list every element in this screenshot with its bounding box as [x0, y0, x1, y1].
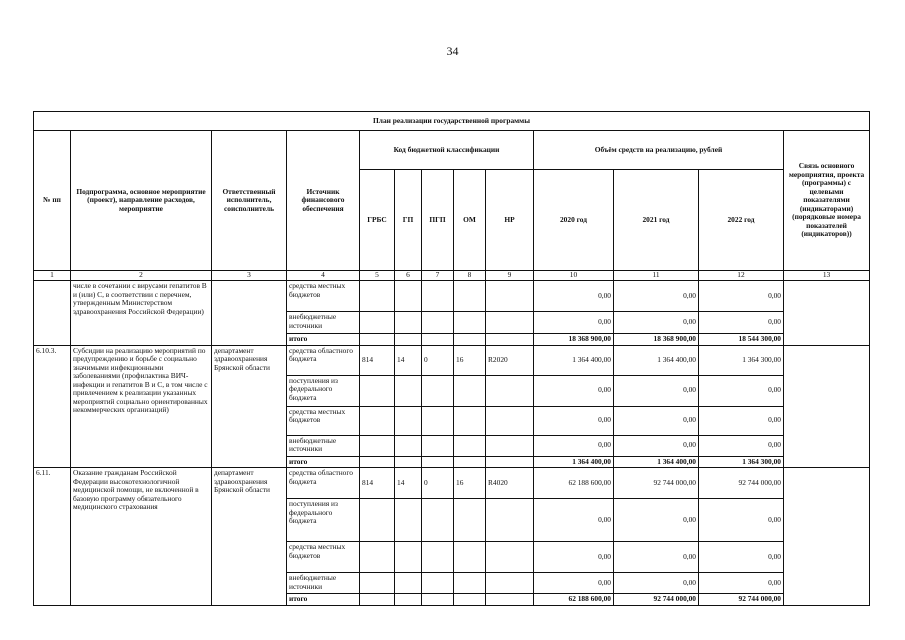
header-no: № пп — [34, 131, 71, 271]
executor-cell — [212, 281, 287, 346]
source-cell: внебюджетные источники — [287, 312, 360, 334]
total-2022: 92 744 000,00 — [699, 594, 784, 606]
col-number: 12 — [699, 271, 784, 281]
total-2022: 1 364 300,00 — [699, 456, 784, 468]
col-number: 6 — [395, 271, 422, 281]
amount-2022: 92 744 000,00 — [699, 468, 784, 499]
total-2021: 18 368 900,00 — [614, 334, 699, 346]
row-number-cell: 6.11. — [34, 468, 71, 606]
amount-2022: 1 364 300,00 — [699, 345, 784, 375]
table-title: План реализации государственной программы — [34, 112, 870, 131]
activity-name-cell: числе в сочетании с вирусами гепатитов В и (или) С, в соответствии с перечнем, утвержденным Министерством здравоохранения Российской Федерации) — [71, 281, 212, 346]
col-number: 2 — [71, 271, 212, 281]
pgp-cell: 0 — [422, 345, 454, 375]
header-gp: ГП — [395, 170, 422, 271]
amount-2021: 1 364 400,00 — [614, 345, 699, 375]
total-2021: 92 744 000,00 — [614, 594, 699, 606]
amount-2021: 0,00 — [614, 281, 699, 312]
activity-name-cell: Оказание гражданам Российской Федерации высокотехнологичной медицинской помощи, не включенной в базовую программу обязательного медицинского страхования — [71, 468, 212, 606]
amount-2021: 0,00 — [614, 406, 699, 435]
table-row — [34, 281, 870, 312]
link-cell — [784, 345, 870, 468]
table-row — [34, 468, 870, 499]
source-cell: внебюджетные источники — [287, 435, 360, 456]
col-number: 9 — [486, 271, 534, 281]
source-cell: средства областного бюджета — [287, 345, 360, 375]
table-row — [34, 345, 870, 375]
amount-2021: 0,00 — [614, 499, 699, 542]
header-grbs: ГРБС — [360, 170, 395, 271]
amount-2020: 0,00 — [534, 499, 614, 542]
source-cell: итого — [287, 334, 360, 346]
amount-2022: 0,00 — [699, 573, 784, 594]
amount-2020: 0,00 — [534, 406, 614, 435]
header-link: Связь основного мероприятия, проекта (программы) с целевыми показателями (индикаторами) (порядковые номера показателей (индикаторов)) — [784, 131, 870, 271]
link-cell — [784, 281, 870, 346]
om-cell: 16 — [454, 345, 486, 375]
executor-cell: департамент здравоохранения Брянской области — [212, 345, 287, 468]
source-cell: поступления из федерального бюджета — [287, 375, 360, 406]
source-cell: поступления из федерального бюджета — [287, 499, 360, 542]
col-number: 13 — [784, 271, 870, 281]
amount-2020: 0,00 — [534, 312, 614, 334]
amount-2021: 0,00 — [614, 375, 699, 406]
total-2022: 18 544 300,00 — [699, 334, 784, 346]
total-2020: 1 364 400,00 — [534, 456, 614, 468]
link-cell — [784, 468, 870, 606]
header-volume-group: Объём средств на реализацию, рублей — [534, 131, 784, 170]
gp-cell: 14 — [395, 345, 422, 375]
source-cell: средства местных бюджетов — [287, 281, 360, 312]
source-cell: средства областного бюджета — [287, 468, 360, 499]
nr-cell: R2020 — [486, 345, 534, 375]
gp-cell: 14 — [395, 468, 422, 499]
amount-2022: 0,00 — [699, 435, 784, 456]
amount-2021: 0,00 — [614, 573, 699, 594]
amount-2022: 0,00 — [699, 375, 784, 406]
header-name: Подпрограмма, основное мероприятие (проект), направление расходов, мероприятие — [71, 131, 212, 271]
nr-cell: R4020 — [486, 468, 534, 499]
col-number: 10 — [534, 271, 614, 281]
col-number: 5 — [360, 271, 395, 281]
row-number-cell: 6.10.3. — [34, 345, 71, 468]
grbs-cell: 814 — [360, 345, 395, 375]
amount-2020: 62 188 600,00 — [534, 468, 614, 499]
amount-2021: 0,00 — [614, 435, 699, 456]
source-cell: внебюджетные источники — [287, 573, 360, 594]
om-cell: 16 — [454, 468, 486, 499]
source-cell: средства местных бюджетов — [287, 542, 360, 573]
amount-2022: 0,00 — [699, 312, 784, 334]
total-2021: 1 364 400,00 — [614, 456, 699, 468]
column-number-row — [34, 271, 870, 281]
col-number: 8 — [454, 271, 486, 281]
amount-2022: 0,00 — [699, 542, 784, 573]
executor-cell: департамент здравоохранения Брянской области — [212, 468, 287, 606]
amount-2020: 0,00 — [534, 375, 614, 406]
source-cell: итого — [287, 456, 360, 468]
col-number: 4 — [287, 271, 360, 281]
activity-name-cell: Субсидии на реализацию мероприятий по предупреждению и борьбе с социально значимыми инфекционными заболеваниями (профилактика ВИЧ-инфекции и гепатитов В и С, в том числе с привлечением к реализации указанных мероприятий социально ориентированных некоммерческих организаций) — [71, 345, 212, 468]
header-pgp: ПГП — [422, 170, 454, 271]
page-number: 34 — [446, 44, 459, 58]
grbs-cell: 814 — [360, 468, 395, 499]
header-nr: НР — [486, 170, 534, 271]
amount-2022: 0,00 — [699, 406, 784, 435]
total-2020: 62 188 600,00 — [534, 594, 614, 606]
header-executor: Ответственный исполнитель, соисполнитель — [212, 131, 287, 271]
amount-2022: 0,00 — [699, 499, 784, 542]
header-om: ОМ — [454, 170, 486, 271]
pgp-cell: 0 — [422, 468, 454, 499]
amount-2021: 0,00 — [614, 312, 699, 334]
total-2020: 18 368 900,00 — [534, 334, 614, 346]
amount-2021: 0,00 — [614, 542, 699, 573]
col-number: 1 — [34, 271, 71, 281]
amount-2020: 0,00 — [534, 573, 614, 594]
amount-2021: 92 744 000,00 — [614, 468, 699, 499]
header-source: Источник финансового обеспечения — [287, 131, 360, 271]
header-2022: 2022 год — [699, 170, 784, 271]
header-2020: 2020 год — [534, 170, 614, 271]
header-kbk-group: Код бюджетной классификации — [360, 131, 534, 170]
source-cell: итого — [287, 594, 360, 606]
header-2021: 2021 год — [614, 170, 699, 271]
col-number: 7 — [422, 271, 454, 281]
amount-2022: 0,00 — [699, 281, 784, 312]
row-number-cell — [34, 281, 71, 346]
source-cell: средства местных бюджетов — [287, 406, 360, 435]
amount-2020: 1 364 400,00 — [534, 345, 614, 375]
col-number: 11 — [614, 271, 699, 281]
col-number: 3 — [212, 271, 287, 281]
amount-2020: 0,00 — [534, 542, 614, 573]
budget-plan-table — [33, 111, 870, 606]
amount-2020: 0,00 — [534, 281, 614, 312]
amount-2020: 0,00 — [534, 435, 614, 456]
